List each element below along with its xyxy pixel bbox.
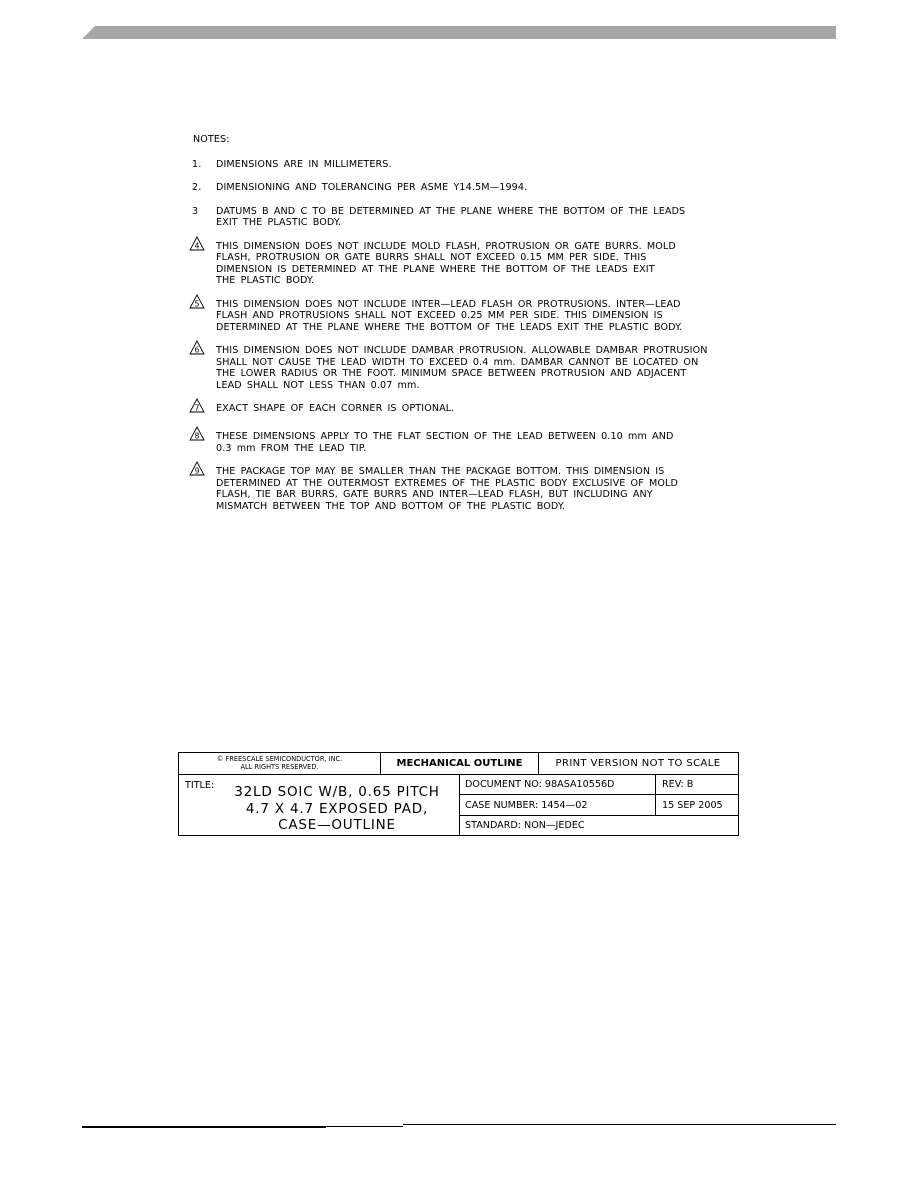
- notes-section: [192, 134, 732, 524]
- note-text: DATUMS B AND C TO BE DETERMINED AT THE PLANE WHERE THE BOTTOM OF THE LEADS EXIT THE PLASTIC BODY.: [216, 205, 686, 228]
- note-text: THESE DIMENSIONS APPLY TO THE FLAT SECTION OF THE LEAD BETWEEN 0.10 mm AND 0.3 mm FROM THE LEAD TIP.: [216, 431, 674, 454]
- title-block-header-row: [179, 753, 738, 775]
- footer-rule-joint: [326, 1126, 403, 1127]
- notes-list: [192, 159, 732, 513]
- note-number: 2.: [192, 182, 202, 193]
- title-cell: [179, 774, 460, 835]
- title-line3: CASE—OUTLINE: [278, 817, 396, 833]
- note-flag-triangle-icon: [192, 345, 216, 361]
- note-flag-triangle-icon: [192, 466, 216, 482]
- note-text: EXACT SHAPE OF EACH CORNER IS OPTIONAL.: [216, 403, 455, 414]
- note-text: DIMENSIONING AND TOLERANCING PER ASME Y14.5M—1994.: [216, 182, 528, 193]
- note-number: 3: [192, 205, 199, 217]
- note-flag-number: 7: [194, 403, 200, 413]
- note-flag-number: 9: [194, 466, 200, 476]
- note-text: THIS DIMENSION DOES NOT INCLUDE DAMBAR PROTRUSION. ALLOWABLE DAMBAR PROTRUSION SHALL NOT CAUSE THE LEAD WIDTH TO EXCEED 0.4 mm. DAMBAR CANNOT BE LOCATED ON THE LOWER RADIUS OR THE FOOT. MINIMUM SPACE BETWEEN PROTRUSION AND ADJACENT LEAD SHALL NOT LESS THAN 0.07 mm.: [216, 345, 708, 391]
- note-flag-number: 8: [194, 431, 200, 441]
- notes-heading: NOTES:: [193, 134, 230, 145]
- print-version-note: PRINT VERSION NOT TO SCALE: [555, 758, 721, 769]
- document-number: DOCUMENT NO: 98ASA10556D: [459, 774, 656, 795]
- standard: STANDARD: NON—JEDEC: [465, 820, 585, 831]
- note-item: [192, 403, 732, 419]
- note-text: THIS DIMENSION DOES NOT INCLUDE INTER—LEAD FLASH OR PROTRUSIONS. INTER—LEAD FLASH AND PROTRUSIONS SHALL NOT EXCEED 0.25 MM PER SIDE. THIS DIMENSION IS DETERMINED AT THE PLANE WHERE THE BOTTOM OF THE LEADS EXIT THE PLASTIC BODY.: [216, 298, 683, 333]
- copyright-line2: ALL RIGHTS RESERVED.: [240, 763, 319, 771]
- note-text: DIMENSIONS ARE IN MILLIMETERS.: [216, 158, 392, 170]
- note-flag-number: 6: [194, 345, 200, 355]
- header-band: [82, 26, 836, 39]
- issue-date: 15 SEP 2005: [656, 795, 738, 816]
- case-number: CASE NUMBER: 1454—02: [459, 795, 656, 816]
- note-item: [192, 241, 732, 287]
- copyright-cell: [179, 753, 381, 774]
- note-flag-triangle-icon: [192, 403, 216, 419]
- note-flag-triangle-icon: [192, 299, 216, 315]
- note-item: [192, 299, 732, 334]
- note-text: THIS DIMENSION DOES NOT INCLUDE MOLD FLASH, PROTRUSION OR GATE BURRS. MOLD FLASH, PROTRUSION OR GATE BURRS SHALL NOT EXCEED 0.15 MM PER SIDE. THIS DIMENSION IS DETERMINED AT THE PLANE WHERE THE BOTTOM OF THE LEADS EXIT THE PLASTIC BODY.: [216, 240, 676, 286]
- note-item: [192, 182, 732, 194]
- note-flag-number: 4: [194, 241, 200, 250]
- note-item: [192, 466, 732, 512]
- note-item: [192, 206, 732, 229]
- note-number: 1.: [192, 158, 202, 170]
- title-line1: 32LD SOIC W/B, 0.65 PITCH: [234, 784, 440, 800]
- note-item: [192, 159, 732, 171]
- mechanical-outline-label: MECHANICAL OUTLINE: [381, 753, 539, 774]
- drawing-title: [219, 784, 455, 834]
- title-block: [178, 752, 739, 836]
- note-text: THE PACKAGE TOP MAY BE SMALLER THAN THE PACKAGE BOTTOM. THIS DIMENSION IS DETERMINED AT THE OUTERMOST EXTREMES OF THE PLASTIC BODY EXCLUSIVE OF MOLD FLASH, TIE BAR BURRS, GATE BURRS AND INTER—LEAD FLASH, BUT INCLUDING ANY MISMATCH BETWEEN THE TOP AND BOTTOM OF THE PLASTIC BODY.: [216, 466, 678, 512]
- copyright-line1: © FREESCALE SEMICONDUCTOR, INC.: [216, 755, 343, 763]
- note-flag-triangle-icon: [192, 431, 216, 447]
- title-line2: 4.7 X 4.7 EXPOSED PAD,: [245, 800, 429, 817]
- footer-rule-left: [82, 1126, 326, 1128]
- footer-rule-right: [403, 1124, 836, 1125]
- note-item: [192, 431, 732, 454]
- note-item: [192, 345, 732, 391]
- note-flag-number: 5: [194, 299, 200, 308]
- title-label: TITLE:: [185, 780, 215, 791]
- note-flag-triangle-icon: [192, 241, 216, 257]
- revision: REV: B: [656, 774, 738, 795]
